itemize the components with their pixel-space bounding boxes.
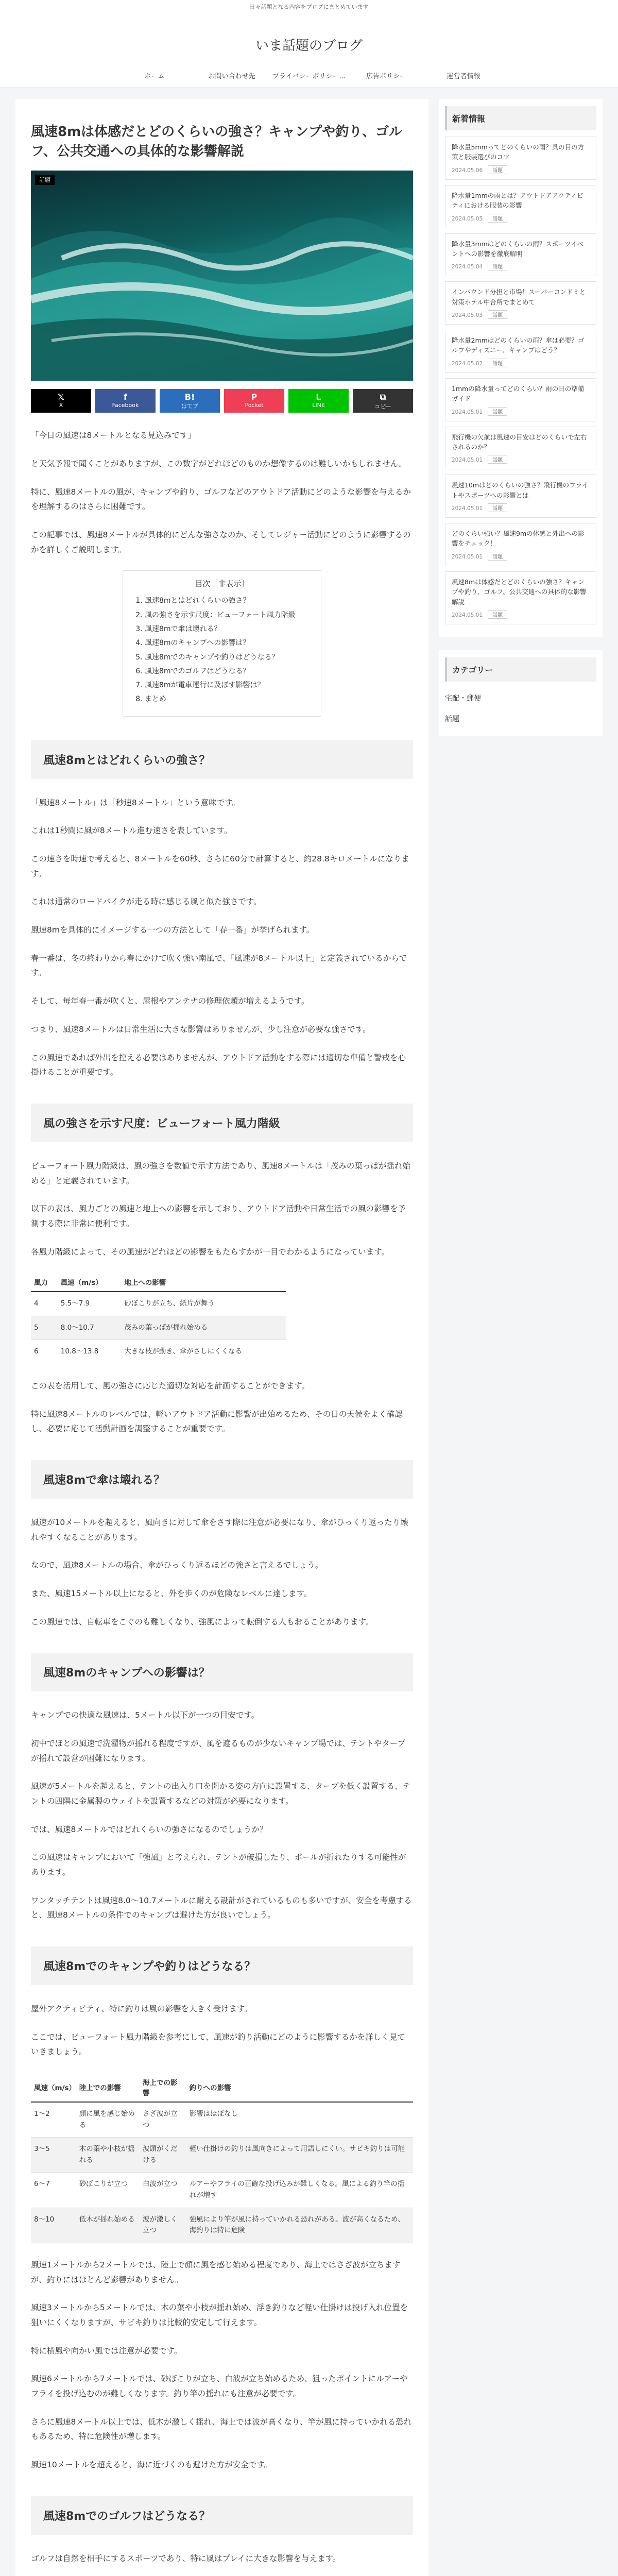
new-post-item[interactable]	[445, 474, 596, 518]
table-header-cell: 海上での影響	[140, 2073, 186, 2102]
new-post-date: 2024.05.05	[452, 215, 483, 222]
share-button-2[interactable]	[160, 389, 220, 413]
table-cell: 4	[31, 1292, 58, 1316]
s2-paragraph: ビューフォート風力階級は、風の強さを数値で示す方法であり、風速8メートルは「茂みの葉っぱが揺れ始める」と定義されています。	[31, 1161, 410, 1185]
new-post-item[interactable]	[445, 523, 596, 566]
table-cell: 白波が立つ	[140, 2173, 186, 2208]
new-post-item[interactable]	[445, 233, 596, 277]
nav-operator[interactable]: 運営者情報	[447, 73, 480, 80]
table-header-row	[31, 2073, 413, 2102]
table-cell: 影響はほぼなし	[186, 2102, 413, 2138]
share-button-5[interactable]	[353, 389, 413, 413]
table-cell: 砂ぼこりが立ち、紙片が舞う	[121, 1292, 286, 1316]
eyecatch-category-tag[interactable]: 話題	[35, 175, 55, 185]
category-link[interactable]: 話題	[445, 715, 459, 723]
share-icon: B!	[184, 392, 195, 402]
s3-paragraph: この風速では、自転車をこぐのも難しくなり、強風によって転倒する人もおることがあります。	[31, 1617, 374, 1626]
share-button-3[interactable]	[224, 389, 284, 413]
section-heading-6: 風速8mでのゴルフはどうなる？	[31, 2496, 413, 2535]
category-widget	[439, 650, 603, 736]
table-cell: 1〜2	[31, 2102, 76, 2138]
share-button-4[interactable]	[288, 389, 349, 413]
table-header-cell: 風力	[31, 1273, 58, 1292]
table-row	[31, 2138, 413, 2173]
toc-item[interactable]: 6. 風速8mでのゴルフはどうなる？	[145, 665, 312, 679]
new-post-title[interactable]: どのくらい強い？風速9mの体感と外出への影響をチェック！	[452, 530, 585, 548]
table-cell: 顔に風を感じ始める	[76, 2102, 140, 2138]
s1-paragraph: 風速8mを具体的にイメージする一つの方法として「春一番」が挙げられます。	[31, 925, 315, 935]
s2-after-paragraph: 特に風速8メートルのレベルでは、軽いアウトドア活動に影響が出始めるため、その日の天候をよく確認し、必要に応じて活動計画を調整することが重要です。	[31, 1409, 403, 1434]
s3-paragraph: 風速が10メートルを超えると、風向きに対して傘をさす際に注意が必要になり、傘がひっくり返ったり壊れやすくなることがあります。	[31, 1518, 408, 1542]
s5-paragraph: ここでは、ビューフォート風力階級を参考にして、風速が釣り活動にどのように影響するかを詳しく見ていきましょう。	[31, 2032, 405, 2057]
new-post-item[interactable]	[445, 427, 596, 470]
table-cell: 波が激しく立つ	[140, 2208, 186, 2243]
new-post-category-badge[interactable]: 話題	[488, 262, 507, 270]
s5-after-paragraph: 風速10メートルを超えると、海に近づくのも避けた方が安全です。	[31, 2460, 272, 2469]
new-post-meta	[452, 359, 590, 367]
table-cell: 大きな枝が動き、傘がさしにくくなる	[121, 1340, 286, 1364]
table-cell: 6〜7	[31, 2173, 76, 2208]
table-row	[31, 1316, 286, 1340]
sidebar	[439, 99, 603, 2576]
new-post-category-badge[interactable]: 話題	[488, 310, 507, 319]
share-label: Pocket	[245, 402, 264, 409]
toc-item[interactable]: 3. 風速8mで傘は壊れる？	[145, 622, 312, 636]
s2-after-paragraph: この表を活用して、風の強さに応じた適切な対応を計画することができます。	[31, 1381, 310, 1391]
new-post-title[interactable]: 降水量2mmはどのくらいの雨？傘は必要？ゴルフやディズニー、キャンプはどう？	[452, 336, 585, 354]
new-post-title[interactable]: 降水量1mmの雨とは？アウトドアアクティビティにおける服装の影響	[452, 191, 583, 210]
site-header	[0, 14, 618, 66]
section-heading-3: 風速8mで傘は壊れる？	[31, 1460, 413, 1499]
new-post-title[interactable]: 降水量5mmってどのくらいの雨？具の目の方策と服装選びのコツ	[452, 143, 585, 161]
s5-after-paragraph: 特に横風や向かい風では注意が必要です。	[31, 2346, 182, 2355]
s4-paragraph: ワンタッチテントは風速8.0〜10.7メートルに耐える設計がされているものも多いですが、安全を考慮すると、風速8メートルの条件でのキャンプは避けた方が良いでしょう。	[31, 1895, 412, 1920]
s4-paragraph: キャンプでの快適な風速は、5メートル以下が一つの目安です。	[31, 1710, 260, 1720]
table-cell: 10.8〜13.8	[58, 1340, 121, 1364]
share-icon: 𝕏	[58, 392, 64, 402]
intro-paragraph: 「今日の風速は8メートルとなる見込みです」	[31, 431, 196, 440]
beaufort-table	[31, 1273, 286, 1364]
table-cell: 5	[31, 1316, 58, 1340]
s4-paragraph: では、風速8メートルではどれくらいの強さになるのでしょうか？	[31, 1824, 268, 1834]
new-post-category-badge[interactable]: 話題	[488, 455, 507, 464]
new-post-date: 2024.05.06	[452, 167, 483, 174]
s5-after-paragraph: 風速1メートルから2メートルでは、陸上で顔に風を感じ始める程度であり、海上ではさざ波が立ちますが、釣りにはほとんど影響がありません。	[31, 2260, 401, 2284]
new-post-meta	[452, 310, 590, 319]
new-post-category-badge[interactable]: 話題	[488, 165, 507, 174]
table-header-cell: 地上への影響	[121, 1273, 286, 1292]
table-header-cell: 風速（m/s）	[58, 1273, 121, 1292]
table-cell: 茂みの葉っぱが揺れ始める	[121, 1316, 286, 1340]
table-row	[31, 2102, 413, 2138]
new-post-title[interactable]: 降水量3mmはどのくらいの雨？スポーツイベントへの影響を徹底解明！	[452, 240, 584, 258]
new-post-date: 2024.05.01	[452, 505, 483, 512]
share-buttons	[31, 389, 413, 413]
table-header-cell: 陸上での影響	[76, 2073, 140, 2102]
toc-item[interactable]: 5. 風速8mでのキャンプや釣りはどうなる？	[145, 651, 312, 665]
nav-privacy[interactable]: プライバシーポリシー...	[272, 73, 346, 80]
new-post-date: 2024.05.01	[452, 457, 483, 464]
new-post-date: 2024.05.04	[452, 264, 483, 270]
table-row	[31, 2208, 413, 2243]
new-post-title[interactable]: 飛行機の欠航は風速の目安はどのくらいで左右されるのか？	[452, 433, 587, 451]
new-post-meta	[452, 552, 590, 561]
table-cell: 強風により竿が風に持っていかれる恐れがある。波が高くなるため、海釣りは特に危険	[186, 2208, 413, 2243]
new-posts-widget	[439, 99, 603, 637]
share-icon: L	[316, 392, 321, 402]
new-post-title[interactable]: 風速10mはどのくらいの強さ？飛行機のフライトやスポーツへの影響とは	[452, 481, 589, 499]
new-post-date: 2024.05.01	[452, 409, 483, 415]
table-row	[31, 1292, 286, 1316]
category-link[interactable]: 宅配・郵便	[445, 694, 481, 703]
new-post-category-badge[interactable]: 話題	[488, 610, 507, 619]
toc-item[interactable]: 1. 風速8mとはどれくらいの強さ？	[145, 594, 312, 608]
new-post-title[interactable]: インバウンド分担と市場！スーパーコンドミと対策ホテル中合所でまとめて	[452, 288, 586, 306]
new-post-category-badge[interactable]: 話題	[488, 359, 507, 367]
table-cell: 3〜5	[31, 2138, 76, 2173]
new-post-category-badge[interactable]: 話題	[488, 407, 507, 416]
share-button-0[interactable]	[31, 389, 91, 413]
share-icon: P	[251, 392, 258, 402]
new-post-meta	[452, 165, 590, 174]
share-label: コピー	[374, 403, 391, 411]
new-post-item[interactable]	[445, 185, 596, 228]
ocean-wave-illustration	[31, 171, 413, 381]
s4-paragraph: 初中でほとの風速で洗濯物が揺れる程度ですが、風を遮るものが少ないキャンプ場では、テントやタープが揺れて設営が困難になります。	[31, 1739, 405, 1763]
table-cell: 砂ぼこりが立つ	[76, 2173, 140, 2208]
table-header-cell: 風速（m/s）	[31, 2073, 76, 2102]
share-icon: ⧉	[380, 392, 386, 402]
nav-contact[interactable]: お問い合わせ先	[208, 73, 255, 80]
s3-paragraph: また、風速15メートル以上になると、外を歩くのが危険なレベルに達します。	[31, 1589, 312, 1599]
nav-ad-policy[interactable]: 広告ポリシー	[366, 73, 406, 80]
global-nav	[0, 66, 618, 88]
eyecatch-image	[31, 171, 413, 381]
toc-item[interactable]: 7. 風速8mが電車運行に及ぼす影響は？	[145, 679, 312, 692]
table-cell: 6	[31, 1340, 58, 1364]
new-post-meta	[452, 407, 590, 416]
share-label: Facebook	[112, 402, 139, 409]
share-icon: f	[124, 392, 127, 402]
new-post-meta	[452, 503, 590, 512]
new-post-item[interactable]	[445, 378, 596, 421]
new-post-item[interactable]	[445, 330, 596, 373]
fishing-wind-table	[31, 2073, 413, 2243]
s4-paragraph: 風速が5メートルを超えると、テントの出入り口を開かる姿の方向に設置する、タープを低く設置する、テントの四隅に金属製のウェイトを設置するなどの対策が必要になります。	[31, 1782, 410, 1806]
category-title: カテゴリー	[445, 657, 596, 682]
table-of-contents	[123, 570, 321, 716]
s3-paragraph: なので、風速8メートルの場合、傘がひっくり返るほどの強さと言えるでしょう。	[31, 1561, 323, 1570]
intro-paragraph: この記事では、風速8メートルが具体的にどんな強さなのか、そしてレジャー活動にどのように影響するのかを詳しくご説明します。	[31, 530, 411, 554]
table-cell: 8〜10	[31, 2208, 76, 2243]
s4-paragraph: この風速はキャンプにおいて「強風」と考えられ、テントが破損したり、ポールが折れたりする可能性があります。	[31, 1853, 406, 1877]
site-tagline: 日々話題となる内容をブログにまとめています	[0, 0, 618, 14]
table-header-cell: 釣りへの影響	[186, 2073, 413, 2102]
s2-paragraph: 以下の表は、風力ごとの風速と地上への影響を示しており、アウトドア活動や日常生活での風の影響を予測する際に非常に便利です。	[31, 1204, 406, 1228]
section-heading-4: 風速8mのキャンプへの影響は？	[31, 1653, 413, 1691]
site-title[interactable]: いま話題のブログ	[255, 38, 363, 54]
table-header-row	[31, 1273, 286, 1292]
s5-after-paragraph: 風速6メートルから7メートルでは、砂ぼこりが立ち、白波が立ち始めるため、狙ったポイントにルアーやフライを投げ込むのが難しくなります。釣り竿の揺れにも注意が必要です。	[31, 2374, 408, 2398]
table-cell: 波頭がくだける	[140, 2138, 186, 2173]
table-row	[31, 1340, 286, 1364]
table-cell: 低木が揺れ始める	[76, 2208, 140, 2243]
new-posts-title: 新着情報	[445, 106, 596, 130]
table-cell: 木の葉や小枝が揺れる	[76, 2138, 140, 2173]
s1-paragraph: この風速であれば外出を控える必要はありませんが、アウトドア活動をする際には適切な準備と警戒を心掛けることが重要です。	[31, 1053, 406, 1077]
share-label: はてブ	[181, 403, 198, 410]
intro-paragraph: 特に、風速8メートルの風が、キャンプや釣り、ゴルフなどのアウトドア活動にどのような影響を与えるかを理解するのはさらに困難です。	[31, 487, 411, 512]
new-post-category-badge[interactable]: 話題	[488, 214, 507, 223]
new-post-meta	[452, 455, 590, 464]
table-cell: さざ波が立つ	[140, 2102, 186, 2138]
intro-paragraph: と天気予報で聞くことがありますが、この数字がどれほどのものか想像するのは難しいかもしれません。	[31, 459, 407, 469]
s1-paragraph: 春一番は、冬の終わりから春にかけて吹く強い南風で、「風速が8メートル以上」と定義されているからです。	[31, 953, 407, 978]
toc-item[interactable]: 8. まとめ	[145, 692, 312, 706]
article-main	[15, 99, 428, 2576]
new-post-item[interactable]	[445, 571, 596, 624]
share-label: LINE	[312, 402, 325, 409]
new-post-date: 2024.05.03	[452, 312, 483, 318]
table-cell: 8.0〜10.7	[58, 1316, 121, 1340]
s1-paragraph: つまり、風速8メートルは日常生活に大きな影響はありませんが、少し注意が必要な強さです。	[31, 1024, 371, 1034]
s1-paragraph: これは1秒間に風が8メートル進む速さを表しています。	[31, 826, 232, 836]
table-row	[31, 2173, 413, 2208]
share-label: X	[59, 402, 63, 409]
share-button-1[interactable]	[95, 389, 156, 413]
new-post-category-badge[interactable]: 話題	[488, 503, 507, 512]
toc-title[interactable]: 目次［非表示］	[195, 579, 249, 589]
new-post-date: 2024.05.02	[452, 360, 483, 367]
new-post-date: 2024.05.01	[452, 612, 483, 618]
s1-paragraph: 「風速8メートル」は「秒速8メートル」という意味です。	[31, 798, 240, 807]
section-heading-1: 風速8mとはどれくらいの強さ？	[31, 740, 413, 779]
toc-item[interactable]: 4. 風速8mのキャンプへの影響は？	[145, 636, 312, 650]
new-post-category-badge[interactable]: 話題	[488, 552, 507, 561]
new-post-item[interactable]	[445, 281, 596, 325]
toc-item[interactable]: 2. 風の強さを示す尺度：ビューフォート風力階級	[145, 608, 312, 622]
table-cell: 軽い仕掛けの釣りは風向きによって用語しにくい。サビキ釣りは可能	[186, 2138, 413, 2173]
s2-paragraph: 各風力階級によって、その風速がどれほどの影響をもたらすかが一目でわかるようになっています。	[31, 1247, 389, 1257]
s1-paragraph: この速さを時速で考えると、8メートルを60秒、さらに60分で計算すると、約28.8キロメートルになります。	[31, 854, 409, 878]
article-title: 風速8mは体感だとどのくらいの強さ？キャンプや釣り、ゴルフ、公共交通への具体的な影響解説	[31, 124, 403, 159]
new-post-title[interactable]: 風速8mは体感だとどのくらいの強さ？キャンプや釣り、ゴルフ、公共交通への具体的な影響解説	[452, 578, 587, 606]
new-post-item[interactable]	[445, 137, 596, 180]
s6-paragraph: ゴルフは自然を相手にするスポーツであり、特に風はプレイに大きな影響を与えます。	[31, 2553, 341, 2563]
section-heading-2: 風の強さを示す尺度：ビューフォート風力階級	[31, 1104, 413, 1142]
new-post-title[interactable]: 1mmの降水量ってどのくらい？雨の日の準備ガイド	[452, 384, 585, 403]
new-post-meta	[452, 214, 590, 223]
section-heading-5: 風速8mでのキャンプや釣りはどうなる？	[31, 1946, 413, 1985]
new-post-date: 2024.05.01	[452, 553, 483, 560]
s1-paragraph: これは通常のロードバイクが走る時に感じる風と似た強さです。	[31, 897, 262, 907]
nav-home[interactable]: ホーム	[144, 73, 165, 80]
s1-paragraph: そして、毎年春一番が吹くと、屋根やアンテナの修理依頼が増えるようです。	[31, 996, 310, 1006]
s5-after-paragraph: さらに風速8メートル以上では、低木が激しく揺れ、海上では波が高くなり、竿が風に持っていかれる恐れもあるため、特に危険性が増します。	[31, 2417, 412, 2442]
s5-paragraph: 屋外アクティビティ、特に釣りは風の影響を大きく受けます。	[31, 2004, 252, 2014]
table-cell: ルアーやフライの正確な投げ込みが難しくなる。風による釣り竿の揺れが増す	[186, 2173, 413, 2208]
s5-after-paragraph: 風速3メートルから5メートルでは、木の葉や小枝が揺れ始め、浮き釣りなど軽い仕掛けは投げ入れ位置を狙いにくくなりますが、サビキ釣りは比較的安定して行えます。	[31, 2303, 408, 2327]
new-post-meta	[452, 262, 590, 270]
new-post-meta	[452, 610, 590, 619]
table-cell: 5.5〜7.9	[58, 1292, 121, 1316]
